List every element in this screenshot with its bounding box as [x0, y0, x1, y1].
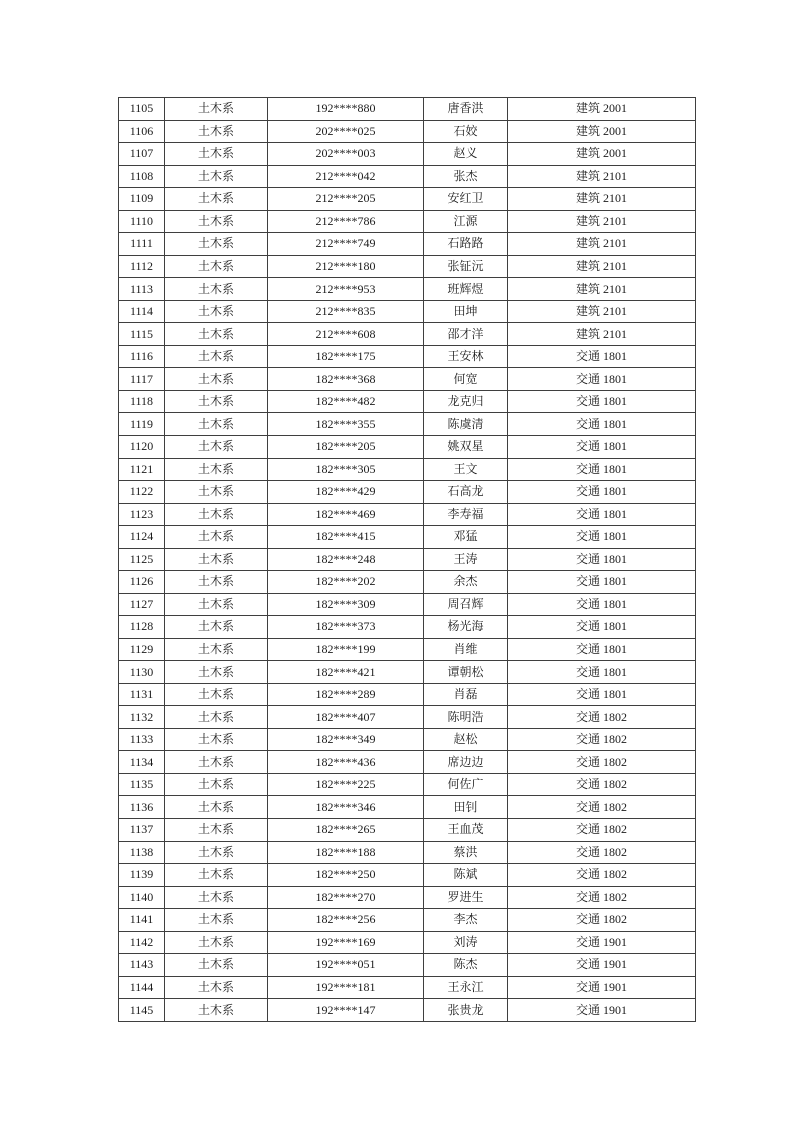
cell-department: 土木系	[165, 255, 268, 278]
cell-department: 土木系	[165, 368, 268, 391]
cell-student-id: 182****469	[268, 503, 424, 526]
cell-class-name: 交通 1901	[508, 976, 696, 999]
cell-serial-no: 1109	[119, 188, 165, 211]
cell-department: 土木系	[165, 323, 268, 346]
cell-class-name: 交通 1801	[508, 526, 696, 549]
cell-class-name: 交通 1802	[508, 886, 696, 909]
cell-department: 土木系	[165, 390, 268, 413]
table-row	[119, 481, 696, 504]
cell-name: 姚双星	[424, 435, 508, 458]
table-row	[119, 345, 696, 368]
table-row	[119, 390, 696, 413]
table-row	[119, 233, 696, 256]
cell-class-name: 交通 1801	[508, 571, 696, 594]
table-row	[119, 300, 696, 323]
cell-student-id: 182****188	[268, 841, 424, 864]
table-row	[119, 526, 696, 549]
cell-name: 王永江	[424, 976, 508, 999]
cell-student-id: 182****346	[268, 796, 424, 819]
cell-department: 土木系	[165, 120, 268, 143]
cell-serial-no: 1145	[119, 999, 165, 1022]
cell-department: 土木系	[165, 503, 268, 526]
cell-student-id: 182****250	[268, 864, 424, 887]
cell-department: 土木系	[165, 909, 268, 932]
table-row	[119, 458, 696, 481]
cell-department: 土木系	[165, 98, 268, 121]
table-row	[119, 931, 696, 954]
cell-name: 田坤	[424, 300, 508, 323]
cell-serial-no: 1112	[119, 255, 165, 278]
cell-name: 李寿福	[424, 503, 508, 526]
table-row	[119, 886, 696, 909]
cell-name: 王血茂	[424, 819, 508, 842]
cell-department: 土木系	[165, 233, 268, 256]
cell-student-id: 192****880	[268, 98, 424, 121]
table-row	[119, 368, 696, 391]
cell-serial-no: 1107	[119, 143, 165, 166]
cell-class-name: 交通 1802	[508, 841, 696, 864]
cell-name: 罗进生	[424, 886, 508, 909]
cell-class-name: 建筑 2101	[508, 210, 696, 233]
cell-class-name: 交通 1801	[508, 458, 696, 481]
table-row	[119, 864, 696, 887]
cell-student-id: 182****202	[268, 571, 424, 594]
cell-name: 周召辉	[424, 593, 508, 616]
cell-class-name: 交通 1802	[508, 728, 696, 751]
cell-serial-no: 1110	[119, 210, 165, 233]
cell-class-name: 交通 1801	[508, 616, 696, 639]
cell-name: 安红卫	[424, 188, 508, 211]
cell-student-id: 182****355	[268, 413, 424, 436]
cell-department: 土木系	[165, 706, 268, 729]
cell-student-id: 182****256	[268, 909, 424, 932]
cell-serial-no: 1123	[119, 503, 165, 526]
cell-serial-no: 1105	[119, 98, 165, 121]
cell-class-name: 交通 1901	[508, 999, 696, 1022]
cell-serial-no: 1137	[119, 819, 165, 842]
cell-department: 土木系	[165, 976, 268, 999]
table-row	[119, 661, 696, 684]
table-row	[119, 210, 696, 233]
cell-student-id: 182****482	[268, 390, 424, 413]
cell-student-id: 212****786	[268, 210, 424, 233]
cell-student-id: 182****415	[268, 526, 424, 549]
cell-serial-no: 1114	[119, 300, 165, 323]
cell-student-id: 212****835	[268, 300, 424, 323]
cell-class-name: 建筑 2101	[508, 255, 696, 278]
cell-serial-no: 1106	[119, 120, 165, 143]
cell-student-id: 182****225	[268, 773, 424, 796]
table-row	[119, 841, 696, 864]
cell-student-id: 192****147	[268, 999, 424, 1022]
cell-class-name: 交通 1801	[508, 593, 696, 616]
cell-student-id: 202****003	[268, 143, 424, 166]
cell-serial-no: 1140	[119, 886, 165, 909]
table-row	[119, 728, 696, 751]
cell-department: 土木系	[165, 886, 268, 909]
cell-name: 王文	[424, 458, 508, 481]
cell-department: 土木系	[165, 300, 268, 323]
cell-department: 土木系	[165, 210, 268, 233]
cell-department: 土木系	[165, 728, 268, 751]
table-row	[119, 954, 696, 977]
cell-department: 土木系	[165, 931, 268, 954]
table-row	[119, 165, 696, 188]
table-row	[119, 278, 696, 301]
cell-student-id: 192****169	[268, 931, 424, 954]
cell-serial-no: 1121	[119, 458, 165, 481]
cell-department: 土木系	[165, 864, 268, 887]
table-row	[119, 98, 696, 121]
cell-class-name: 交通 1801	[508, 481, 696, 504]
student-table-body	[119, 98, 696, 1022]
table-row	[119, 188, 696, 211]
cell-department: 土木系	[165, 773, 268, 796]
table-row	[119, 435, 696, 458]
cell-student-id: 192****181	[268, 976, 424, 999]
cell-class-name: 建筑 2101	[508, 278, 696, 301]
table-row	[119, 593, 696, 616]
cell-name: 邵才洋	[424, 323, 508, 346]
cell-department: 土木系	[165, 548, 268, 571]
cell-name: 赵松	[424, 728, 508, 751]
table-row	[119, 976, 696, 999]
cell-department: 土木系	[165, 165, 268, 188]
cell-name: 肖维	[424, 638, 508, 661]
cell-serial-no: 1144	[119, 976, 165, 999]
student-roster-table	[118, 97, 696, 1022]
cell-serial-no: 1116	[119, 345, 165, 368]
cell-student-id: 182****436	[268, 751, 424, 774]
table-row	[119, 909, 696, 932]
cell-class-name: 交通 1901	[508, 931, 696, 954]
cell-name: 赵义	[424, 143, 508, 166]
table-row	[119, 143, 696, 166]
cell-student-id: 182****407	[268, 706, 424, 729]
cell-student-id: 182****429	[268, 481, 424, 504]
table-row	[119, 773, 696, 796]
cell-name: 余杰	[424, 571, 508, 594]
cell-class-name: 建筑 2101	[508, 233, 696, 256]
cell-class-name: 交通 1801	[508, 390, 696, 413]
cell-student-id: 182****248	[268, 548, 424, 571]
cell-name: 唐香洪	[424, 98, 508, 121]
cell-class-name: 建筑 2001	[508, 120, 696, 143]
cell-department: 土木系	[165, 841, 268, 864]
cell-class-name: 交通 1801	[508, 345, 696, 368]
cell-class-name: 建筑 2101	[508, 165, 696, 188]
cell-name: 陈斌	[424, 864, 508, 887]
cell-name: 张钲沅	[424, 255, 508, 278]
table-row	[119, 751, 696, 774]
cell-student-id: 192****051	[268, 954, 424, 977]
cell-serial-no: 1133	[119, 728, 165, 751]
cell-serial-no: 1126	[119, 571, 165, 594]
cell-class-name: 交通 1801	[508, 413, 696, 436]
cell-class-name: 建筑 2101	[508, 300, 696, 323]
cell-department: 土木系	[165, 435, 268, 458]
cell-student-id: 182****305	[268, 458, 424, 481]
cell-department: 土木系	[165, 593, 268, 616]
cell-name: 杨光海	[424, 616, 508, 639]
cell-class-name: 交通 1801	[508, 368, 696, 391]
cell-class-name: 交通 1802	[508, 909, 696, 932]
cell-serial-no: 1108	[119, 165, 165, 188]
cell-student-id: 212****205	[268, 188, 424, 211]
cell-name: 王涛	[424, 548, 508, 571]
cell-name: 陈虞清	[424, 413, 508, 436]
table-row	[119, 571, 696, 594]
cell-department: 土木系	[165, 481, 268, 504]
cell-serial-no: 1130	[119, 661, 165, 684]
cell-student-id: 182****270	[268, 886, 424, 909]
cell-serial-no: 1119	[119, 413, 165, 436]
cell-serial-no: 1132	[119, 706, 165, 729]
table-row	[119, 120, 696, 143]
cell-serial-no: 1134	[119, 751, 165, 774]
cell-name: 蔡洪	[424, 841, 508, 864]
cell-name: 席边边	[424, 751, 508, 774]
cell-department: 土木系	[165, 571, 268, 594]
cell-student-id: 182****309	[268, 593, 424, 616]
cell-serial-no: 1129	[119, 638, 165, 661]
cell-class-name: 交通 1801	[508, 503, 696, 526]
cell-serial-no: 1115	[119, 323, 165, 346]
table-row	[119, 638, 696, 661]
cell-name: 刘涛	[424, 931, 508, 954]
cell-class-name: 建筑 2101	[508, 188, 696, 211]
table-row	[119, 548, 696, 571]
cell-student-id: 182****421	[268, 661, 424, 684]
cell-serial-no: 1135	[119, 773, 165, 796]
cell-department: 土木系	[165, 999, 268, 1022]
cell-name: 田钊	[424, 796, 508, 819]
cell-serial-no: 1138	[119, 841, 165, 864]
cell-class-name: 交通 1802	[508, 751, 696, 774]
cell-serial-no: 1143	[119, 954, 165, 977]
cell-serial-no: 1111	[119, 233, 165, 256]
cell-department: 土木系	[165, 751, 268, 774]
cell-student-id: 182****368	[268, 368, 424, 391]
cell-class-name: 交通 1801	[508, 548, 696, 571]
cell-serial-no: 1117	[119, 368, 165, 391]
cell-department: 土木系	[165, 796, 268, 819]
cell-name: 王安林	[424, 345, 508, 368]
cell-serial-no: 1141	[119, 909, 165, 932]
cell-department: 土木系	[165, 458, 268, 481]
cell-class-name: 交通 1901	[508, 954, 696, 977]
cell-student-id: 182****289	[268, 683, 424, 706]
cell-department: 土木系	[165, 638, 268, 661]
cell-class-name: 建筑 2001	[508, 143, 696, 166]
cell-student-id: 182****175	[268, 345, 424, 368]
table-row	[119, 999, 696, 1022]
cell-serial-no: 1127	[119, 593, 165, 616]
cell-student-id: 212****749	[268, 233, 424, 256]
cell-name: 何佐广	[424, 773, 508, 796]
cell-department: 土木系	[165, 413, 268, 436]
cell-student-id: 182****205	[268, 435, 424, 458]
cell-name: 龙克归	[424, 390, 508, 413]
cell-name: 何宽	[424, 368, 508, 391]
table-row	[119, 796, 696, 819]
cell-class-name: 交通 1801	[508, 435, 696, 458]
cell-department: 土木系	[165, 616, 268, 639]
cell-serial-no: 1136	[119, 796, 165, 819]
cell-name: 陈明浩	[424, 706, 508, 729]
table-row	[119, 706, 696, 729]
cell-name: 陈杰	[424, 954, 508, 977]
cell-serial-no: 1125	[119, 548, 165, 571]
cell-name: 肖磊	[424, 683, 508, 706]
cell-name: 石路路	[424, 233, 508, 256]
cell-serial-no: 1118	[119, 390, 165, 413]
cell-class-name: 交通 1802	[508, 796, 696, 819]
cell-department: 土木系	[165, 526, 268, 549]
cell-student-id: 182****349	[268, 728, 424, 751]
cell-student-id: 212****042	[268, 165, 424, 188]
table-row	[119, 255, 696, 278]
cell-student-id: 202****025	[268, 120, 424, 143]
cell-class-name: 建筑 2001	[508, 98, 696, 121]
cell-student-id: 212****953	[268, 278, 424, 301]
cell-department: 土木系	[165, 143, 268, 166]
cell-department: 土木系	[165, 188, 268, 211]
cell-name: 江源	[424, 210, 508, 233]
cell-name: 邓猛	[424, 526, 508, 549]
cell-serial-no: 1120	[119, 435, 165, 458]
cell-class-name: 交通 1802	[508, 819, 696, 842]
cell-department: 土木系	[165, 278, 268, 301]
cell-student-id: 212****180	[268, 255, 424, 278]
cell-student-id: 212****608	[268, 323, 424, 346]
cell-serial-no: 1122	[119, 481, 165, 504]
cell-serial-no: 1124	[119, 526, 165, 549]
cell-class-name: 交通 1802	[508, 773, 696, 796]
cell-name: 张杰	[424, 165, 508, 188]
table-row	[119, 683, 696, 706]
cell-student-id: 182****373	[268, 616, 424, 639]
cell-serial-no: 1139	[119, 864, 165, 887]
cell-department: 土木系	[165, 661, 268, 684]
cell-name: 石高龙	[424, 481, 508, 504]
cell-class-name: 交通 1801	[508, 683, 696, 706]
cell-serial-no: 1131	[119, 683, 165, 706]
cell-department: 土木系	[165, 954, 268, 977]
table-row	[119, 413, 696, 436]
cell-department: 土木系	[165, 819, 268, 842]
cell-student-id: 182****199	[268, 638, 424, 661]
cell-name: 张贵龙	[424, 999, 508, 1022]
table-row	[119, 503, 696, 526]
cell-class-name: 交通 1801	[508, 638, 696, 661]
table-row	[119, 819, 696, 842]
cell-department: 土木系	[165, 683, 268, 706]
cell-name: 班辉煜	[424, 278, 508, 301]
cell-class-name: 建筑 2101	[508, 323, 696, 346]
table-row	[119, 616, 696, 639]
cell-name: 石姣	[424, 120, 508, 143]
cell-serial-no: 1113	[119, 278, 165, 301]
table-row	[119, 323, 696, 346]
cell-name: 李杰	[424, 909, 508, 932]
cell-name: 谭朝松	[424, 661, 508, 684]
cell-class-name: 交通 1802	[508, 864, 696, 887]
cell-class-name: 交通 1802	[508, 706, 696, 729]
cell-student-id: 182****265	[268, 819, 424, 842]
cell-class-name: 交通 1801	[508, 661, 696, 684]
cell-serial-no: 1142	[119, 931, 165, 954]
cell-department: 土木系	[165, 345, 268, 368]
cell-serial-no: 1128	[119, 616, 165, 639]
